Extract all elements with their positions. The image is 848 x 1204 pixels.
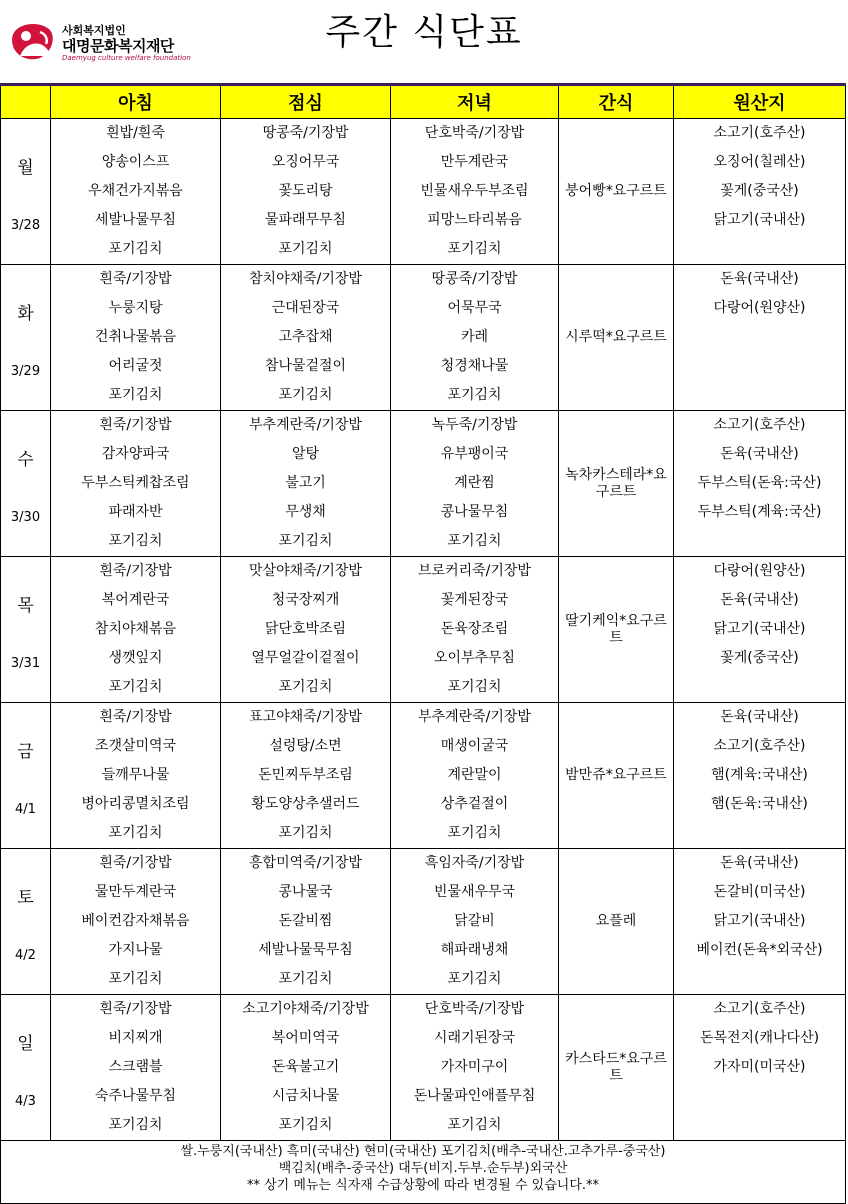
origin-cell	[674, 119, 846, 265]
header-breakfast: 아침	[51, 85, 221, 119]
breakfast-cell	[51, 849, 221, 995]
lunch-cell	[221, 411, 391, 557]
lunch-item: 돈갈비찜	[278, 913, 333, 929]
lunch-item: 참치야채죽/기장밥	[249, 271, 362, 287]
dinner-item: 흑임자죽/기장밥	[424, 855, 525, 871]
lunch-item: 고추잡채	[278, 329, 333, 345]
header-dinner: 저녁	[391, 85, 559, 119]
origin-item: 닭고기(국내산)	[713, 621, 806, 637]
lunch-item: 포기김치	[278, 825, 333, 841]
snack-cell: 붕어빵*요구르트	[559, 119, 674, 265]
page-header	[0, 0, 848, 82]
lunch-cell	[221, 119, 391, 265]
origin-item: 가자미(미국산)	[713, 1059, 806, 1075]
lunch-item: 참나물겉절이	[264, 358, 347, 374]
breakfast-item: 포기김치	[108, 1117, 163, 1133]
dinner-item: 해파래냉채	[440, 942, 509, 958]
day-date: 3/28	[10, 218, 41, 233]
breakfast-item: 흰죽/기장밥	[99, 855, 172, 871]
dinner-item: 유부팽이국	[440, 446, 509, 462]
lunch-item: 세발나물묵무침	[258, 942, 353, 958]
lunch-item: 청국장찌개	[271, 592, 340, 608]
day-cell	[1, 849, 51, 995]
breakfast-item: 조갯살미역국	[94, 738, 177, 754]
day-row	[1, 411, 846, 557]
dinner-item: 포기김치	[447, 241, 502, 257]
dinner-cell	[391, 849, 559, 995]
snack-cell: 요플레	[559, 849, 674, 995]
dinner-item: 상추겉절이	[440, 796, 509, 812]
lunch-item: 근대된장국	[271, 300, 340, 316]
breakfast-item: 들깨무나물	[101, 767, 170, 783]
breakfast-cell	[51, 995, 221, 1141]
breakfast-item: 복어계란국	[101, 592, 170, 608]
footer-row	[1, 1141, 846, 1204]
dinner-item: 빈물새우두부조림	[420, 183, 529, 199]
dinner-item: 카레	[460, 329, 489, 345]
dinner-item: 계란찜	[454, 475, 495, 491]
origin-item: 돈육(국내산)	[720, 271, 799, 287]
lunch-item: 표고야채죽/기장밥	[249, 709, 362, 725]
origin-item: 돈목전지(캐나다산)	[699, 1030, 820, 1046]
dinner-item: 포기김치	[447, 1117, 502, 1133]
lunch-item: 포기김치	[278, 679, 333, 695]
origin-item: 돈육(국내산)	[720, 855, 799, 871]
origin-item: 돈육(국내산)	[720, 709, 799, 725]
day-name: 일	[17, 1034, 34, 1054]
org-name: 대명문화복지재단	[62, 37, 174, 55]
lunch-item: 설렁탕/소면	[269, 738, 342, 754]
dinner-item: 오이부추무침	[433, 650, 516, 666]
header-snack: 간식	[559, 85, 674, 119]
footer-line-2: 백김치(배추-중국산) 대두(비지.두부.순두부)외국산	[278, 1161, 568, 1176]
lunch-item: 돈민찌두부조림	[258, 767, 353, 783]
lunch-item: 소고기야채죽/기장밥	[242, 1001, 369, 1017]
breakfast-cell	[51, 265, 221, 411]
origin-cell	[674, 557, 846, 703]
lunch-item: 포기김치	[278, 241, 333, 257]
dinner-item: 포기김치	[447, 679, 502, 695]
breakfast-item: 두부스틱케찹조림	[81, 475, 190, 491]
origin-item: 햄(돈육:국내산)	[711, 796, 808, 812]
dinner-item: 포기김치	[447, 825, 502, 841]
snack-cell: 카스타드*요구르트	[559, 995, 674, 1141]
origin-cell	[674, 849, 846, 995]
breakfast-item: 포기김치	[108, 533, 163, 549]
snack-cell: 딸기케익*요구르트	[559, 557, 674, 703]
lunch-item: 복어미역국	[271, 1030, 340, 1046]
breakfast-item: 흰죽/기장밥	[99, 417, 172, 433]
day-date: 4/1	[15, 802, 36, 817]
footer-line-1: 쌀.누룽지(국내산) 흑미(국내산) 현미(국내산) 포기김치(배추-국내산.고추가루-중국산)	[180, 1144, 666, 1159]
lunch-cell	[221, 849, 391, 995]
breakfast-item: 베이컨감자채볶음	[81, 913, 190, 929]
dinner-item: 계란말이	[447, 767, 502, 783]
dinner-cell	[391, 119, 559, 265]
breakfast-item: 흰죽/기장밥	[99, 1001, 172, 1017]
header-origin: 원산지	[674, 85, 846, 119]
lunch-cell	[221, 995, 391, 1141]
breakfast-item: 감자양파국	[101, 446, 170, 462]
org-name-english: Daemyug culture welfare foundation	[62, 54, 191, 62]
lunch-item: 콩나물국	[278, 884, 333, 900]
breakfast-cell	[51, 119, 221, 265]
origin-item: 꽃게(중국산)	[720, 650, 799, 666]
origin-item: 두부스틱(계육:국산)	[697, 504, 822, 520]
dinner-item: 포기김치	[447, 387, 502, 403]
day-date: 3/31	[10, 656, 41, 671]
origin-item: 오징어(칠레산)	[713, 154, 806, 170]
origin-item: 햄(계육:국내산)	[711, 767, 808, 783]
lunch-item: 땅콩죽/기장밥	[262, 125, 349, 141]
dinner-cell	[391, 411, 559, 557]
dinner-item: 녹두죽/기장밥	[431, 417, 518, 433]
lunch-item: 알탕	[291, 446, 320, 462]
lunch-item: 흥합미역죽/기장밥	[249, 855, 362, 871]
dinner-item: 만두계란국	[440, 154, 509, 170]
lunch-cell	[221, 703, 391, 849]
dinner-item: 시래기된장국	[433, 1030, 516, 1046]
breakfast-item: 흰밥/흰죽	[106, 125, 165, 141]
dinner-item: 청경채나물	[440, 358, 509, 374]
breakfast-item: 흰죽/기장밥	[99, 709, 172, 725]
breakfast-cell	[51, 411, 221, 557]
origin-item: 닭고기(국내산)	[713, 913, 806, 929]
day-date: 4/2	[15, 948, 36, 963]
lunch-cell	[221, 557, 391, 703]
origin-item: 소고기(호주산)	[713, 1001, 806, 1017]
page-title: 주간 식단표	[325, 12, 523, 53]
breakfast-item: 세발나물무침	[94, 212, 177, 228]
lunch-item: 황도양상추샐러드	[251, 796, 360, 812]
origin-item: 꽃게(중국산)	[720, 183, 799, 199]
breakfast-item: 양송이스프	[101, 154, 170, 170]
lunch-item: 무생채	[285, 504, 326, 520]
day-cell	[1, 703, 51, 849]
breakfast-item: 흰죽/기장밥	[99, 563, 172, 579]
lunch-item: 부추계란죽/기장밥	[249, 417, 362, 433]
footer-notes	[1, 1141, 846, 1204]
dinner-item: 단호박죽/기장밥	[424, 1001, 525, 1017]
header-corner	[1, 85, 51, 119]
lunch-item: 맛살야채죽/기장밥	[249, 563, 362, 579]
lunch-item: 오징어무국	[271, 154, 340, 170]
dinner-item: 단호박죽/기장밥	[424, 125, 525, 141]
dinner-item: 브로커리죽/기장밥	[418, 563, 531, 579]
origin-item: 소고기(호주산)	[713, 125, 806, 141]
origin-cell	[674, 703, 846, 849]
dinner-cell	[391, 265, 559, 411]
day-row	[1, 703, 846, 849]
day-name: 수	[17, 450, 34, 470]
origin-cell	[674, 995, 846, 1141]
day-cell	[1, 995, 51, 1141]
origin-item: 다랑어(원양산)	[713, 300, 806, 316]
origin-item: 돈육(국내산)	[720, 446, 799, 462]
day-row	[1, 849, 846, 995]
breakfast-item: 참치야채볶음	[94, 621, 177, 637]
lunch-item: 꽃도리탕	[278, 183, 333, 199]
origin-cell	[674, 265, 846, 411]
snack-cell: 녹차카스테라*요구르트	[559, 411, 674, 557]
breakfast-cell	[51, 703, 221, 849]
lunch-item: 포기김치	[278, 387, 333, 403]
day-cell	[1, 119, 51, 265]
menu-body	[1, 119, 846, 1141]
footer-line-3: ** 상기 메뉴는 식자재 수급상황에 따라 변경될 수 있습니다.**	[246, 1178, 600, 1193]
day-cell	[1, 265, 51, 411]
dinner-item: 포기김치	[447, 971, 502, 987]
breakfast-item: 비지찌개	[108, 1030, 163, 1046]
lunch-item: 돈육불고기	[271, 1059, 340, 1075]
lunch-item: 포기김치	[278, 1117, 333, 1133]
breakfast-item: 포기김치	[108, 679, 163, 695]
dinner-item: 땅콩죽/기장밥	[431, 271, 518, 287]
dinner-item: 돈육장조림	[440, 621, 509, 637]
breakfast-item: 포기김치	[108, 241, 163, 257]
day-name: 토	[17, 888, 34, 908]
breakfast-cell	[51, 557, 221, 703]
breakfast-item: 포기김치	[108, 825, 163, 841]
origin-item: 두부스틱(돈육:국산)	[697, 475, 822, 491]
breakfast-item: 숙주나물무침	[94, 1088, 177, 1104]
org-subtitle: 사회복지법인	[62, 24, 126, 37]
breakfast-item: 우채건가지볶음	[88, 183, 183, 199]
dinner-item: 어묵무국	[447, 300, 502, 316]
breakfast-item: 가지나물	[108, 942, 163, 958]
dinner-item: 피망느타리볶음	[427, 212, 522, 228]
lunch-item: 시금치나물	[271, 1088, 340, 1104]
day-cell	[1, 557, 51, 703]
day-name: 목	[17, 596, 34, 616]
snack-cell: 시루떡*요구르트	[559, 265, 674, 411]
breakfast-item: 병아리콩멸치조림	[81, 796, 190, 812]
day-date: 3/29	[10, 364, 41, 379]
origin-item: 베이컨(돈육*외국산)	[696, 942, 823, 958]
dinner-item: 닭갈비	[454, 913, 495, 929]
lunch-item: 불고기	[285, 475, 326, 491]
breakfast-item: 포기김치	[108, 971, 163, 987]
origin-item: 돈갈비(미국산)	[713, 884, 806, 900]
day-name: 화	[17, 304, 34, 324]
day-date: 3/30	[10, 510, 41, 525]
dinner-item: 빈물새우무국	[433, 884, 516, 900]
day-row	[1, 265, 846, 411]
lunch-item: 열무얼갈이겉절이	[251, 650, 360, 666]
day-cell	[1, 411, 51, 557]
snack-cell: 밤만쥬*요구르트	[559, 703, 674, 849]
origin-cell	[674, 411, 846, 557]
breakfast-item: 흰죽/기장밥	[99, 271, 172, 287]
day-name: 월	[17, 158, 34, 178]
breakfast-item: 생깻잎지	[108, 650, 163, 666]
day-name: 금	[17, 742, 34, 762]
lunch-item: 포기김치	[278, 533, 333, 549]
origin-item: 닭고기(국내산)	[713, 212, 806, 228]
dinner-item: 돈나물파인애플무침	[413, 1088, 536, 1104]
dinner-cell	[391, 557, 559, 703]
weekly-menu-table	[0, 83, 846, 1204]
day-row	[1, 557, 846, 703]
day-row	[1, 995, 846, 1141]
header-lunch: 점심	[221, 85, 391, 119]
dinner-item: 부추계란죽/기장밥	[418, 709, 531, 725]
breakfast-item: 건취나물볶음	[94, 329, 177, 345]
dinner-item: 포기김치	[447, 533, 502, 549]
origin-item: 돈육(국내산)	[720, 592, 799, 608]
breakfast-item: 누룽지탕	[108, 300, 163, 316]
dinner-item: 꽃게된장국	[440, 592, 509, 608]
table-header-row	[1, 85, 846, 119]
origin-item: 다랑어(원양산)	[713, 563, 806, 579]
dinner-item: 콩나물무침	[440, 504, 509, 520]
origin-item: 소고기(호주산)	[713, 738, 806, 754]
day-date: 4/3	[15, 1094, 36, 1109]
day-row	[1, 119, 846, 265]
breakfast-item: 포기김치	[108, 387, 163, 403]
dinner-cell	[391, 995, 559, 1141]
origin-item: 소고기(호주산)	[713, 417, 806, 433]
dinner-item: 매생이굴국	[440, 738, 509, 754]
breakfast-item: 물만두계란국	[94, 884, 177, 900]
lunch-item: 닭단호박조림	[264, 621, 347, 637]
dinner-item: 가자미구이	[440, 1059, 509, 1075]
lunch-cell	[221, 265, 391, 411]
lunch-item: 포기김치	[278, 971, 333, 987]
lunch-item: 물파래무무침	[264, 212, 347, 228]
breakfast-item: 파래자반	[108, 504, 163, 520]
breakfast-item: 어리굴젓	[108, 358, 163, 374]
dinner-cell	[391, 703, 559, 849]
breakfast-item: 스크램블	[108, 1059, 163, 1075]
